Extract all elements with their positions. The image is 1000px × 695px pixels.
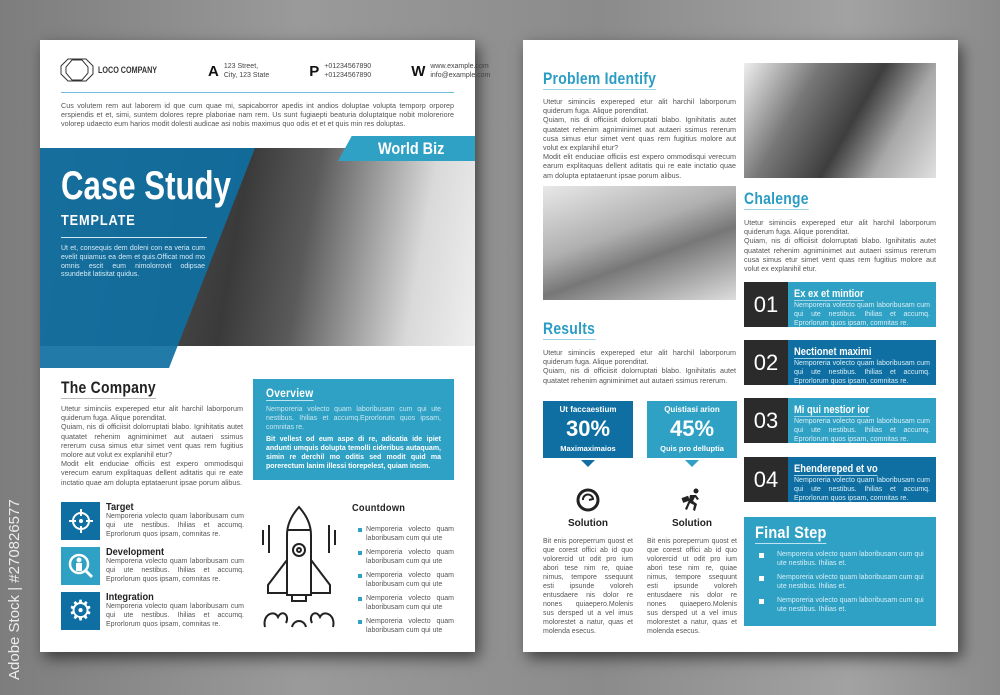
rocket-icon [260,505,338,630]
step-03 [744,398,936,443]
countdown-bullet: Nemporeria volecto quam laboribusam cum qui ute [358,525,454,543]
step-title: Ehendereped et vo [794,463,878,475]
countdown-title: Countdown [352,502,406,514]
company-p1: Utetur siminciis expereped etur alit harchil laborporum quiderum fuga. Alique porenditat. [61,404,243,423]
phone-line1: +01234567890 [324,63,372,70]
company-p3: Modit elit enduciae officiis est expero ommodisqui verecum earum explitaquas dellent aditatis qui re eate inctatio quae am dolupta eptataerunt ipsae porum alibus. [61,459,243,487]
stat-sub: Maximaximaios [560,444,616,453]
company-p2: Quiam, nis di officiisit dolorruptati blabo. Ignihitatis autet quatatet rehenim agniminimet aut autaeri ssimus rererum cusa simus etur simet vent quas rem fugitius molore aut volut ex explanihil etur? [61,422,243,460]
item-target [106,501,244,539]
countdown-bullet: Nemporeria volecto quam laboribusam cum qui ute [358,594,454,612]
step-04 [744,457,936,502]
step-01 [744,282,936,327]
results-text [543,348,736,385]
problem-p1: Utetur siminciis expereped etur alit harchil laborporum quiderum fuga. Alique porenditat. [543,97,736,116]
step-title: Ex ex et mintior [794,288,864,300]
item-text: Nemporeria volecto quam laboribusam cum qui ute nestibus. Ihilias et accumq. Eprorlorum quos ipsam, comnitas re. [106,513,244,538]
intro-paragraph: Cus volutem rem aut laborem id que cum quae mi, sapicaborror apedis int andios doluptae volupta temporp orporep erspiendis et et, simi, suntem dolores repre plaboriae nam rem. Us sunt fugiaepti beaturia doluptatque nobit moloreriore volorep udaecto eum harios modit dolesti audicae asi nobis maximus quo odis et et et quis min res doluptas. [61,101,454,129]
stat-box-1 [543,401,633,458]
item-title: Integration [106,591,154,603]
item-text: Nemporeria volecto quam laboribusam cum qui ute nestibus. Ihilias et accumq. Eprorlorum quos ipsam, comnitas re. [106,603,244,628]
step-number: 04 [744,457,788,502]
stat-box-2 [647,401,737,458]
final-step-box [744,517,936,626]
step-02 [744,340,936,385]
running-man-icon [680,488,704,512]
results-title: Results [543,319,596,338]
item-development [106,546,244,584]
step-title: Mi qui nestior ior [794,404,870,416]
team-photo [744,63,936,178]
countdown-bullet: Nemporeria volecto quam laboribusam cum qui ute [358,617,454,635]
address-line1: 123 Street, [223,63,259,70]
overview-p2: Bit vellest od eum aspe di re, adicatia ide ipiet andunti umquis dolupta temolli cideribus autaquam, simin re derchil mo oditis sed modit quid ma porerectum lanim illessi tiorepelest, quiam incim. [266,436,441,470]
overview-title: Overview [266,386,314,400]
company-logo-text: LOCO COMPANY [98,65,158,75]
challenge-text [744,218,936,273]
step-number: 02 [744,340,788,385]
overview-p1: Nemporeria volecto quam laboribusam cum qui ute nestibus. Ihilias et accumq.Eprorlorum quos ipsam, comnitas re. [266,406,441,431]
stat-label: Quistiasi arion [664,405,720,414]
countdown-bullet: Nemporeria volecto quam laboribusam cum qui ute [358,548,454,566]
challenge-p2: Quiam, nis di officiisit dolorruptati blabo. Ignihitatis autet quatatet rehenim agniminimet aut autaeri ssimus rererum cusa simus etur simet vent quas rem fugitius molore aut volut ex explanihil etur. [744,236,936,274]
step-text: Nemporeria volecto quam laboribusam cum qui ute nestibus. Ihilias et accumq. Eprorlorum quos ipsam, comnitas re. [794,302,930,327]
gear-icon: ⚙ [61,592,100,630]
stock-watermark: Adobe Stock | #270826577 [6,499,23,680]
item-integration [106,591,244,629]
step-text: Nemporeria volecto quam laboribusam cum qui ute nestibus. Ihilias et accumq. Eprorlorum quos ipsam, comnitas re. [794,477,930,502]
results-p2: Quiam, nis di officiisit dolorruptati blabo. Ignihitatis autet quatatet rehenim agniminimet aut autaeri ssimus rererum. [543,366,736,385]
solution-text-2: Bit enis poreperrum quost et que corest offici ab id quo volorercid ut odit pro ium abori tese nim re, quiae nimus, tempore ssequunt esti ipsunde voloreh entusdaere nis dolor re nones quiaepero.Molenis sus dersped ut a vel imus molorestet a natur, quas et molenda esecus. [647,538,737,635]
problem-text [543,97,736,180]
world-biz-label: World Biz [378,139,445,158]
contact-info [208,62,490,80]
item-title: Target [106,501,134,513]
final-step-bullet: Nemporeria volecto quam laboribusam cum qui ute nestibus. Ihilias et. [755,550,928,568]
stat-label: Ut faccaestium [559,405,617,414]
solution-title-2: Solution [672,518,712,529]
item-text: Nemporeria volecto quam laboribusam cum qui ute nestibus. Ihilias et accumq. Eprorlorum quos ipsam, comnitas re. [106,558,244,583]
item-title: Development [106,546,165,558]
hero-divider [61,237,207,238]
results-p1: Utetur siminciis expereped etur alit harchil laborporum quiderum fuga. Alique porenditat. [543,348,736,367]
countdown-bullet: Nemporeria volecto quam laboribusam cum qui ute [358,571,454,589]
gauge-icon [576,488,600,512]
address-icon: A [208,62,219,80]
step-text: Nemporeria volecto quam laboribusam cum qui ute nestibus. Ihilias et accumq. Eprorlorum quos ipsam, comnitas re. [794,418,930,443]
problem-title: Problem Identify [543,69,657,88]
handshake-photo [543,186,736,300]
header-divider [61,92,454,93]
problem-p3: Modit elit enduciae officiis est expero ommodisqui verecum earum explitaquas dellent aditatis qui re eate inctatio quae am dolupta eptataerunt ipsae porum alibus. [543,152,736,180]
solution-text-1: Bit enis poreperrum quost et que corest offici ab id quo volorercid ut odit pro ium abori tese nim re, quiae nimus, tempore ssequunt esti ipsunde voloreh entusdaere nis dolor re nones quiaepero.Molenis sus dersped ut a vel imus molorestet a natur, quas et molenda esecus. [543,538,633,635]
stat-value: 30% [565,416,611,441]
hero-subtitle: TEMPLATE [61,212,136,229]
target-icon [61,502,100,540]
web-icon: W [411,62,426,80]
stat-value: 45% [669,416,715,441]
address-line2: City, 123 State [223,72,270,79]
company-text [61,404,243,487]
phone-icon: P [309,62,320,80]
web-url: www.example.com [430,63,489,70]
final-step-bullet: Nemporeria volecto quam laboribusam cum qui ute nestibus. Ihilias et. [755,596,928,614]
overview-box [253,379,454,480]
final-step-title: Final Step [755,523,827,542]
problem-p2: Quiam, nis di officiisit dolorruptati blabo. Ignihitatis autet quatatet rehenim agniminimet aut autaeri ssimus rererum cusa simus etur simet vent quas rem fugitius molore aut volut ex explanihil etur? [543,115,736,153]
hero-text: Ut et, consequis dem doleni con ea veria cum evelit quiamus ea dem et quis.Officat mod mo omnis escit eum nimolorrovit odipsae ssundebit latisitat quidus. [61,245,205,279]
logo-icon [60,58,94,82]
email: info@example.com [430,72,491,79]
solution-title-1: Solution [568,518,608,529]
step-number: 01 [744,282,788,327]
step-number: 03 [744,398,788,443]
stat-sub: Quis pro delluptia [660,444,724,453]
phone-line2: +01234567890 [324,72,372,79]
hero-title: Case Study [61,164,231,208]
step-text: Nemporeria volecto quam laboribusam cum qui ute nestibus. Ihilias et accumq. Eprorlorum quos ipsam, comnitas re. [794,360,930,385]
challenge-title: Chalenge [744,189,809,208]
company-title: The Company [61,378,156,397]
challenge-p1: Utetur siminciis expereped etur alit harchil laborporum quiderum fuga. Alique porenditat. [744,218,936,237]
user-search-icon [61,547,100,585]
final-step-bullet: Nemporeria volecto quam laboribusam cum qui ute nestibus. Ihilias et. [755,573,928,591]
step-title: Nectionet maximi [794,346,872,358]
